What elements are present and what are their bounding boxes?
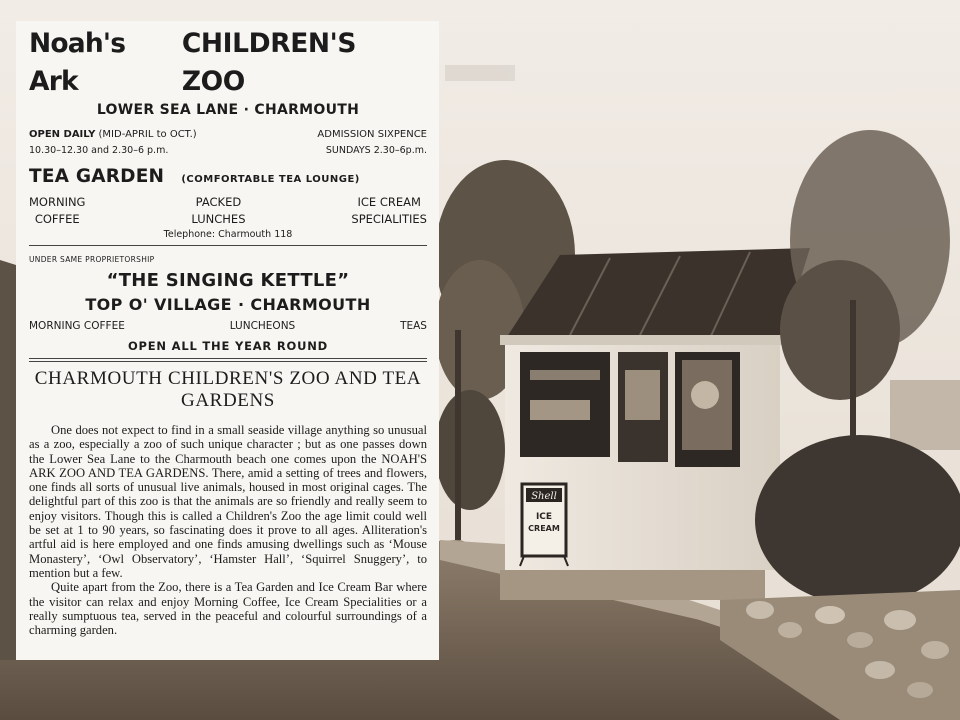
kettle-offering: MORNING COFFEE [29,320,125,332]
sign-brand: Shell [531,491,557,502]
menu-item-line: LUNCHES [191,212,246,226]
tea-garden-subtitle: (COMFORTABLE TEA LOUNGE) [181,174,360,185]
times-row [29,144,427,158]
opening-info [29,126,197,144]
menu-item [29,194,85,228]
menu-item-line: PACKED [195,195,242,209]
menu-item-line: ICE CREAM [357,195,421,209]
menu-item [191,194,245,228]
proprietorship-note: UNDER SAME PROPRIETORSHIP [29,255,155,264]
article-body [29,423,427,637]
ad-title-right: CHILDREN'S ZOO [181,28,357,97]
double-divider [29,358,427,362]
singing-kettle-title: “THE SINGING KETTLE” [106,270,350,291]
article-paragraph: Quite apart from the Zoo, there is a Tea Garden and Ice Cream Bar where the visitor can relax and enjoy Morning Coffee, Ice Cream Specialities or a really sumptuous tea, served in the peaceful and colourful surroundings of a charming garden. [29,580,427,638]
menu-item [351,194,427,228]
menu-item-line: COFFEE [34,212,80,226]
ad-title-left: Noah's Ark [29,28,126,97]
tea-garden-heading [29,166,427,191]
admission-price: ADMISSION SIXPENCE [317,129,427,140]
open-all-year: OPEN ALL THE YEAR ROUND [127,339,329,353]
hedge [755,435,960,605]
opening-row [29,126,427,144]
open-season: (MID-APRIL to OCT.) [98,129,197,140]
open-label: OPEN DAILY [29,129,96,140]
divider [29,245,427,246]
telephone: Telephone: Charmouth 118 [163,229,293,240]
kettle-offering: TEAS [400,320,427,332]
ad-title-row [29,25,427,101]
sign-line2: CREAM [528,524,560,533]
article-paragraph: One does not expect to find in a small seaside village anything so unusual as a zoo, especially a zoo of such unique character ; but as one passes down the Lower Sea Lane to the Charmouth beach one comes upon the NOAH'S ARK ZOO AND TEA GARDENS. There, amid a setting of trees and flowers, one finds all sorts of unusual live animals, housed in most original cages. The delightful part of this zoo is that the animals are so friendly and really seem to enjoy visitors. Though this is called a Children's Zoo the age limit could well be set at 1 to 90 years, so fascinating does it prove to all ages. Alliteration's artful aid is here employed and one finds amusing dwellings such as ‘Mouse Monastery’, ‘Owl Observatory’, ‘Hamster Hall’, ‘Squirrel Snuggery’, to mention but a few. [29,423,427,580]
singing-kettle-offerings [29,318,427,334]
menu-item-line: SPECIALITIES [351,212,427,226]
menu-item-line: MORNING [29,195,86,209]
kettle-offering: LUNCHEONS [229,320,296,332]
article-title: CHARMOUTH CHILDREN'S ZOO AND TEA GARDENS [34,368,422,411]
tea-garden-title: TEA GARDEN [29,166,165,187]
weekday-hours: 10.30–12.30 and 2.30–6 p.m. [29,145,169,156]
ad-address: LOWER SEA LANE · CHARMOUTH [96,102,360,118]
tea-menu [29,194,427,228]
sign-line1: ICE [535,512,553,522]
advertisement-clipping [16,21,439,660]
singing-kettle-location: TOP O' VILLAGE · CHARMOUTH [85,295,371,314]
left-bushes [0,260,16,660]
background-house [890,380,960,450]
sunday-hours: SUNDAYS 2.30–6p.m. [325,145,427,156]
ice-cream-sign [520,484,568,566]
